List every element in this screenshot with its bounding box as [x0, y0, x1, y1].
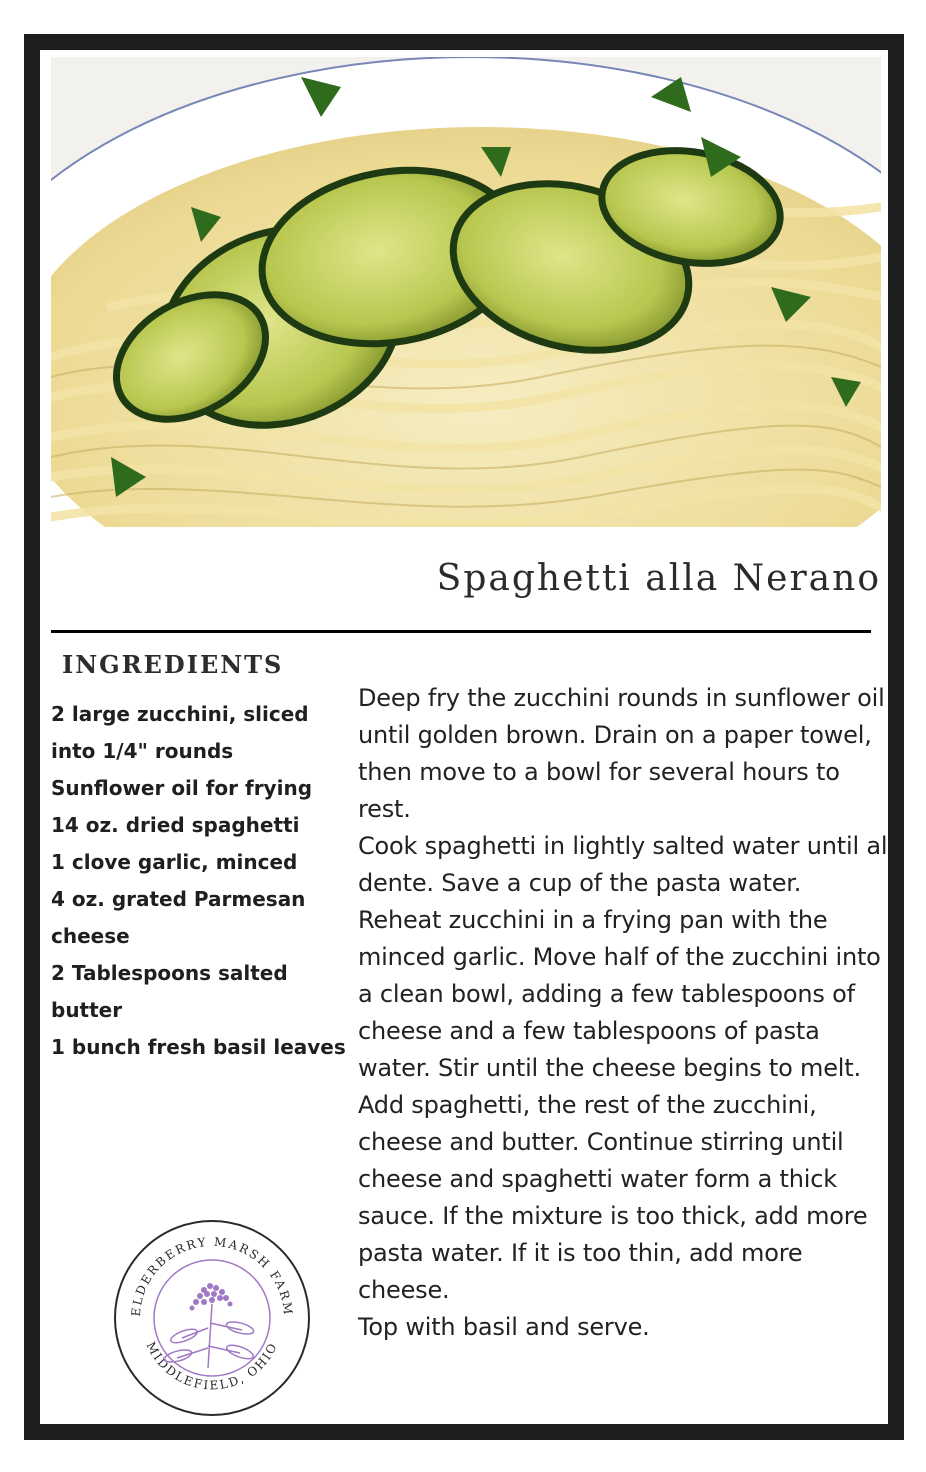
title-divider — [51, 630, 871, 633]
logo-bottom-text: MIDDLEFIELD, OHIO — [143, 1339, 281, 1393]
instructions — [358, 680, 898, 1346]
ingredient-item: 14 oz. dried spaghetti — [51, 813, 300, 837]
recipe-title: Spaghetti alla Nerano — [436, 558, 881, 599]
instruction-step: Top with basil and serve. — [358, 1313, 650, 1341]
dish-photo — [51, 57, 881, 527]
farm-logo — [112, 1218, 312, 1418]
ingredient-item: 1 bunch fresh basil leaves — [51, 1035, 346, 1059]
ingredient-item: Sunflower oil for frying — [51, 776, 313, 800]
logo-top-text: ELDERBERRY MARSH FARM — [128, 1234, 296, 1318]
ingredient-item: 2 large zucchini, sliced into 1/4" rounds — [51, 702, 309, 763]
ingredient-item: 1 clove garlic, minced — [51, 850, 298, 874]
instruction-step: Reheat zucchini in a frying pan with the minced garlic. Move half of the zucchini into a clean bowl, adding a few tablespoons of cheese and a few tablespoons of pasta water. Stir until the cheese begins to melt. — [358, 906, 881, 1082]
ingredient-item: 2 Tablespoons salted butter — [51, 961, 288, 1022]
instruction-step: Add spaghetti, the rest of the zucchini, cheese and butter. Continue stirring until cheese and spaghetti water form a thick sauce. If the mixture is too thick, add more pasta water. If it is too thin, add more cheese. — [358, 1091, 868, 1304]
ingredients-heading: INGREDIENTS — [62, 650, 284, 679]
instruction-step: Cook spaghetti in lightly salted water until al dente. Save a cup of the pasta water. — [358, 832, 888, 897]
instruction-step: Deep fry the zucchini rounds in sunflower oil until golden brown. Drain on a paper towel, then move to a bowl for several hours to rest. — [358, 684, 885, 823]
ingredients-list — [51, 696, 356, 1066]
ingredient-item: 4 oz. grated Parmesan cheese — [51, 887, 306, 948]
